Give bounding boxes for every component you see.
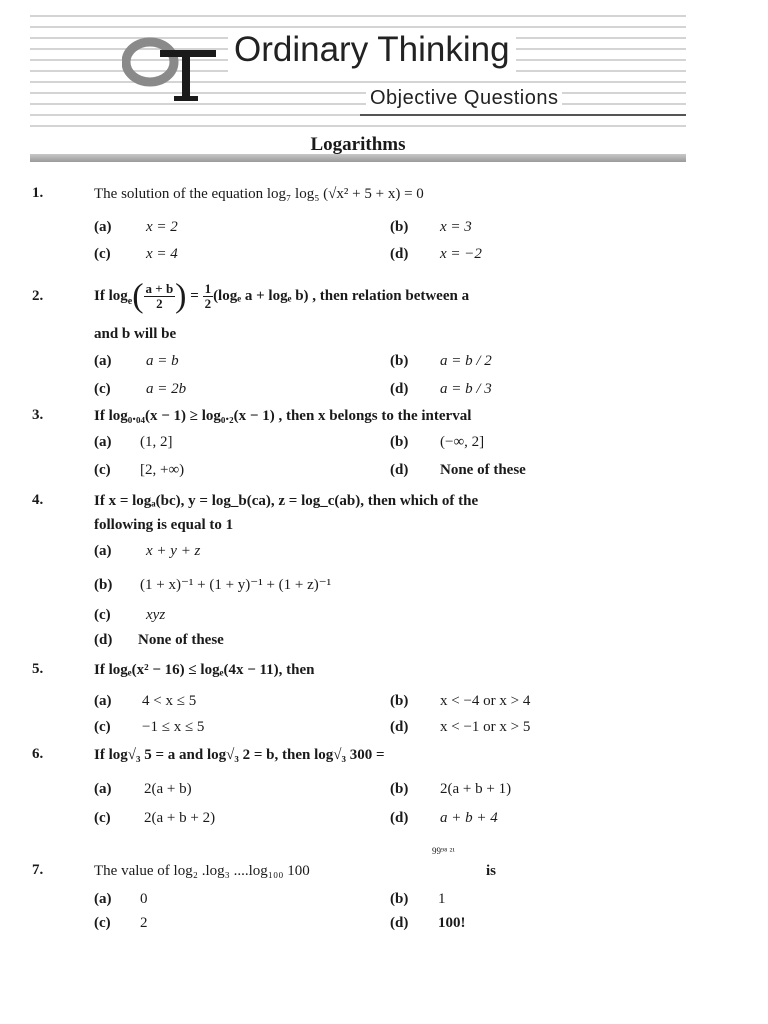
question-number: 5. (32, 661, 44, 677)
question-exponent: 99⁹⁸ ²¹ (432, 846, 455, 856)
option-label: (d) (390, 915, 409, 931)
option-label: (a) (94, 434, 112, 450)
option-text: x < −4 or x > 4 (440, 693, 531, 709)
option-label: (c) (94, 810, 111, 826)
option-label: (c) (94, 246, 111, 262)
question-text: If $\log_e$( $\frac{a + b}{2}$ ) = $\frac{1}{2}$ (logₑ a + logₑ b) , then relation between a (94, 277, 470, 315)
option-label: (d) (390, 719, 409, 735)
question-number: 1. (32, 185, 44, 201)
question-text: If log₀.₀₄(x − 1) ≥ log₀.₂(x − 1) , then x belongs to the interval (94, 408, 472, 424)
question-number: 3. (32, 407, 44, 423)
option-text: 2 (140, 915, 148, 931)
option-text: x = 2 (146, 219, 178, 235)
option-text: [2, +∞) (140, 462, 185, 478)
option-label: (b) (390, 693, 409, 709)
option-label: (a) (94, 891, 112, 907)
option-label: (d) (94, 632, 113, 648)
option-label: (c) (94, 462, 111, 478)
option-text: 0 (140, 891, 148, 907)
option-text: 2(a + b + 1) (440, 781, 512, 797)
option-label: (b) (390, 781, 409, 797)
question-text-line2: following is equal to 1 (94, 517, 234, 533)
option-label: (a) (94, 543, 112, 559)
option-label: (a) (94, 693, 112, 709)
section-heading (30, 136, 686, 162)
option-text: a = b / 2 (440, 353, 492, 369)
option-text: x + y + z (146, 543, 201, 559)
question-text-prefix: If log (94, 288, 128, 304)
option-text: x = −2 (440, 246, 482, 262)
option-text: −1 ≤ x ≤ 5 (142, 719, 205, 735)
option-label: (a) (94, 781, 112, 797)
option-label: (a) (94, 353, 112, 369)
option-text: None of these (138, 632, 224, 648)
question-text: The solution of the equation log₇ log₅ (√x² + 5 + x) = 0 (94, 186, 424, 202)
option-text: x = 3 (440, 219, 472, 235)
option-text: a = b / 3 (440, 381, 492, 397)
option-text: (1 + x)⁻¹ + (1 + y)⁻¹ + (1 + z)⁻¹ (140, 577, 332, 593)
question-number: 2. (32, 288, 44, 304)
option-label: (b) (390, 219, 409, 235)
option-label: (c) (94, 719, 111, 735)
option-text: 2(a + b + 2) (144, 810, 216, 826)
option-text: a = b (146, 353, 179, 369)
option-text: 4 < x ≤ 5 (142, 693, 197, 709)
question-text-subscript: e (127, 296, 133, 307)
chapter-header (30, 6, 686, 136)
fraction: $\frac{a + b}{2}$ (145, 281, 174, 312)
option-text: x = 4 (146, 246, 178, 262)
option-label: (d) (390, 810, 409, 826)
question-text-end: is (486, 863, 497, 879)
header-subtitle: Objective Questions (366, 85, 562, 111)
option-text: 1 (438, 891, 446, 907)
option-label: (b) (390, 434, 409, 450)
option-label: (b) (94, 577, 113, 593)
option-text: a = 2b (146, 381, 187, 397)
question-text: If x = logₐ(bc), y = log_b(ca), z = log_c(ab), then which of the (94, 493, 479, 509)
question-text-line2: and b will be (94, 326, 177, 342)
option-text: 100! (438, 915, 466, 931)
option-text: a + b + 4 (440, 810, 498, 826)
ot-logo (122, 34, 222, 104)
question-text: If log√₃ 5 = a and log√₃ 2 = b, then log√₃ 300 = (94, 747, 385, 763)
question-number: 4. (32, 492, 44, 508)
question-text: If logₑ(x² − 16) ≤ logₑ(4x − 11), then (94, 662, 315, 678)
option-label: (d) (390, 462, 409, 478)
fraction-half: $\frac{1}{2}$ (204, 281, 212, 312)
question-number: 7. (32, 862, 44, 878)
option-text: (−∞, 2] (440, 434, 485, 450)
question-text: The value of log₂ .log₃ ....log₁₀₀ 100 (94, 863, 310, 879)
option-label: (d) (390, 381, 409, 397)
header-divider (360, 114, 686, 116)
option-label: (c) (94, 607, 111, 623)
option-label: (c) (94, 915, 111, 931)
option-label: (d) (390, 246, 409, 262)
option-label: (c) (94, 381, 111, 397)
option-text: x < −1 or x > 5 (440, 719, 531, 735)
question-text-suffix: (logₑ a + logₑ b) , then relation between a (213, 288, 470, 304)
section-title: Logarithms (310, 134, 406, 155)
option-text: None of these (440, 462, 526, 478)
option-label: (a) (94, 219, 112, 235)
option-text: xyz (146, 607, 166, 623)
option-label: (b) (390, 891, 409, 907)
option-text: 2(a + b) (144, 781, 192, 797)
question-number: 6. (32, 746, 44, 762)
header-title: Ordinary Thinking (228, 28, 516, 72)
option-text: (1, 2] (140, 434, 173, 450)
option-label: (b) (390, 353, 409, 369)
